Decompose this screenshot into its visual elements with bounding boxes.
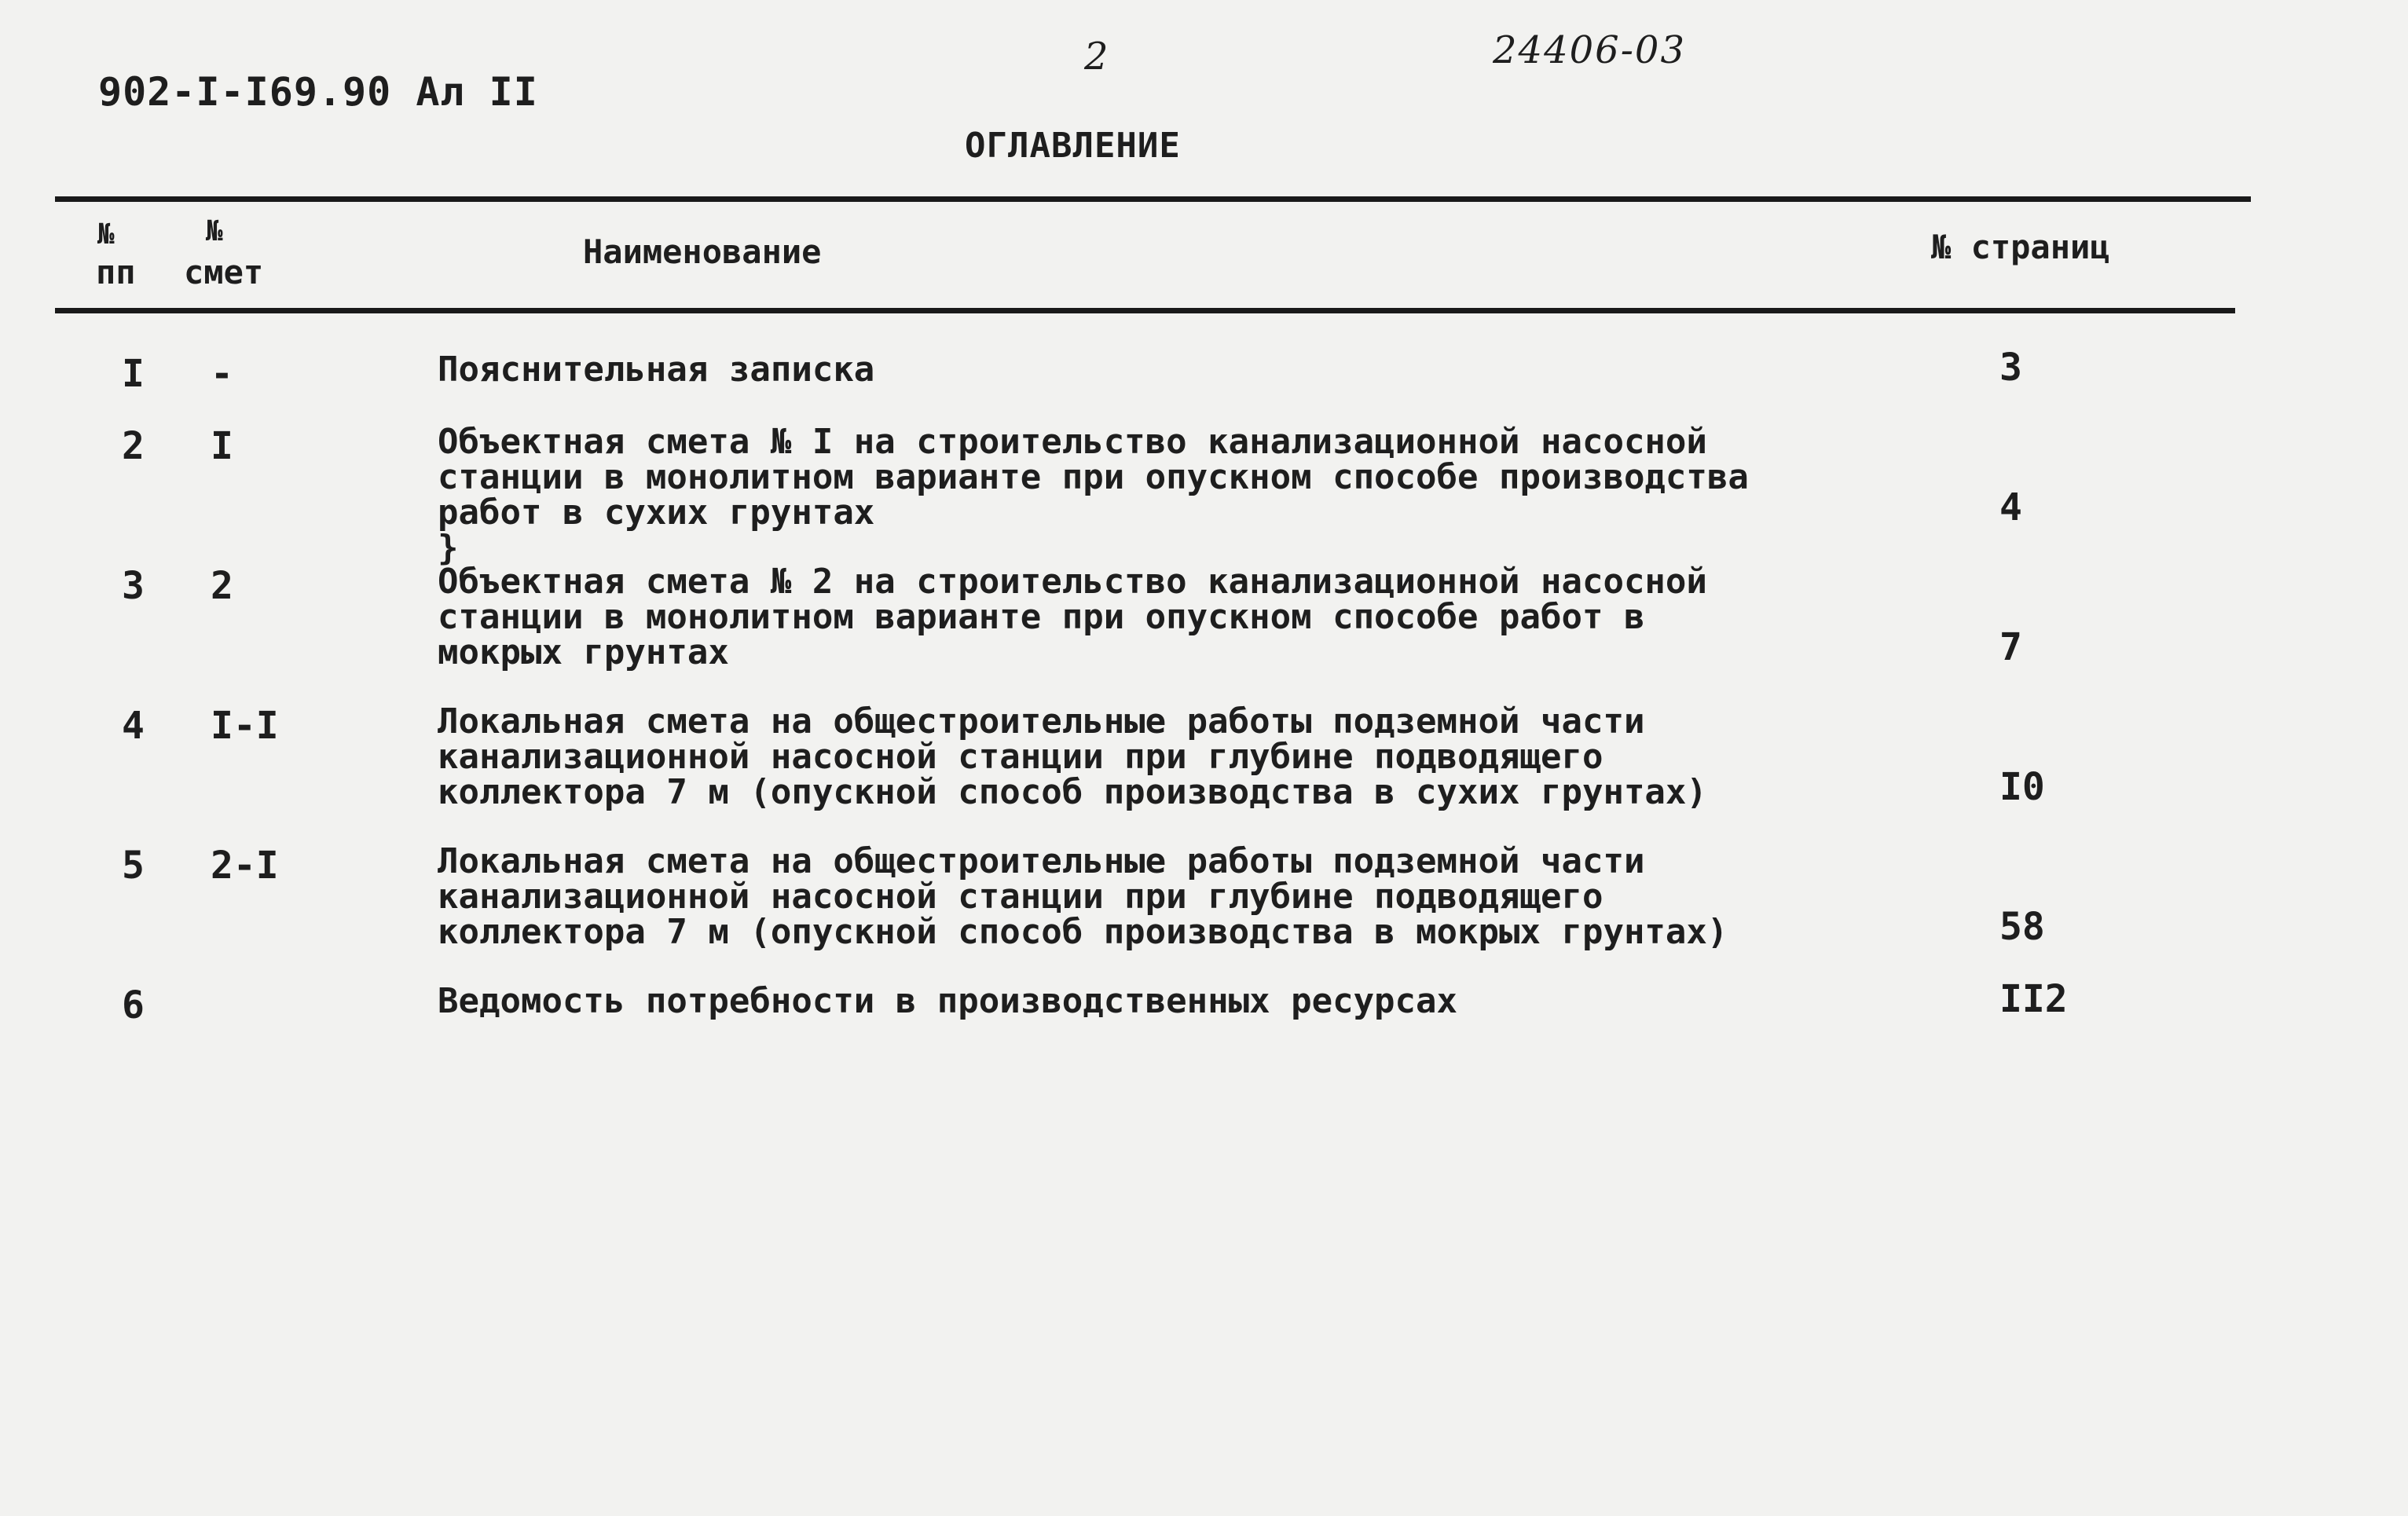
row-title-line: Пояснительная записка <box>438 350 875 390</box>
row-title-line: коллектора 7 м (опускной способ производства в мокрых грунтах) <box>438 912 1728 952</box>
column-header-number-sign: № <box>206 215 223 247</box>
table-top-rule <box>55 196 2251 202</box>
row-page: II2 <box>1999 977 2068 1021</box>
row-estimate-number: I <box>211 424 233 468</box>
row-number: I <box>122 352 145 396</box>
row-title-line: станции в монолитном варианте при опускном способе производства <box>438 457 1749 497</box>
row-title <box>438 983 1457 1019</box>
row-title-line: работ в сухих грунтах <box>438 493 875 533</box>
row-number: 5 <box>122 844 145 888</box>
column-header-number-sign: № <box>97 218 115 251</box>
table-header-rule <box>55 308 2235 313</box>
row-title-line: канализационной насосной станции при глубине подводящего <box>438 737 1604 777</box>
row-title <box>438 841 1728 952</box>
row-number: 3 <box>122 564 145 608</box>
row-title <box>438 564 1707 670</box>
page-title: ОГЛАВЛЕНИЕ <box>965 126 1181 166</box>
row-number: 4 <box>122 704 145 748</box>
row-title-line: мокрых грунтах <box>438 632 729 672</box>
row-number: 2 <box>122 424 145 468</box>
row-title: Объектная смета № I на строительство канализационной насосной станции в монолитном варианте при опускном способе производства работ в сухих грунтах } <box>438 422 1749 568</box>
row-estimate-number: - <box>211 352 233 396</box>
page-number: 2 <box>1084 35 1109 79</box>
row-title-line: Ведомость потребности в производственных ресурсах <box>438 981 1458 1021</box>
row-title-line: станции в монолитном варианте при опускном способе работ в <box>438 597 1645 637</box>
row-estimate-number: I-I <box>211 704 279 748</box>
row-number: 6 <box>122 983 145 1027</box>
column-header-name: Наименование <box>583 233 822 271</box>
archive-number: 24406-03 <box>1493 28 1686 72</box>
row-page: I0 <box>1999 765 2045 809</box>
column-header-pages: № страниц <box>1931 228 2110 266</box>
column-header-smet: смет <box>184 253 264 291</box>
row-page: 3 <box>1999 346 2022 390</box>
column-header-pp: пп <box>96 253 136 291</box>
row-title <box>438 701 1707 812</box>
row-page: 7 <box>1999 625 2022 669</box>
row-page: 4 <box>1999 485 2022 529</box>
row-estimate-number: 2-I <box>211 844 279 888</box>
row-title-line: Локальная смета на общестроительные работы подземной части <box>438 841 1645 881</box>
row-title-line: Объектная смета № 2 на строительство канализационной насосной <box>438 562 1707 602</box>
row-title-line: коллектора 7 м (опускной способ производства в сухих грунтах) <box>438 772 1707 812</box>
document-code: 902-I-I69.90 Ал II <box>98 69 538 115</box>
row-page: 58 <box>1999 905 2045 949</box>
row-title-line: Объектная смета № I на строительство канализационной насосной <box>438 422 1707 462</box>
row-title <box>438 350 875 390</box>
row-estimate-number: 2 <box>211 564 233 608</box>
row-title-line: канализационной насосной станции при глубине подводящего <box>438 877 1604 917</box>
row-title-line: Локальная смета на общестроительные работы подземной части <box>438 701 1645 742</box>
